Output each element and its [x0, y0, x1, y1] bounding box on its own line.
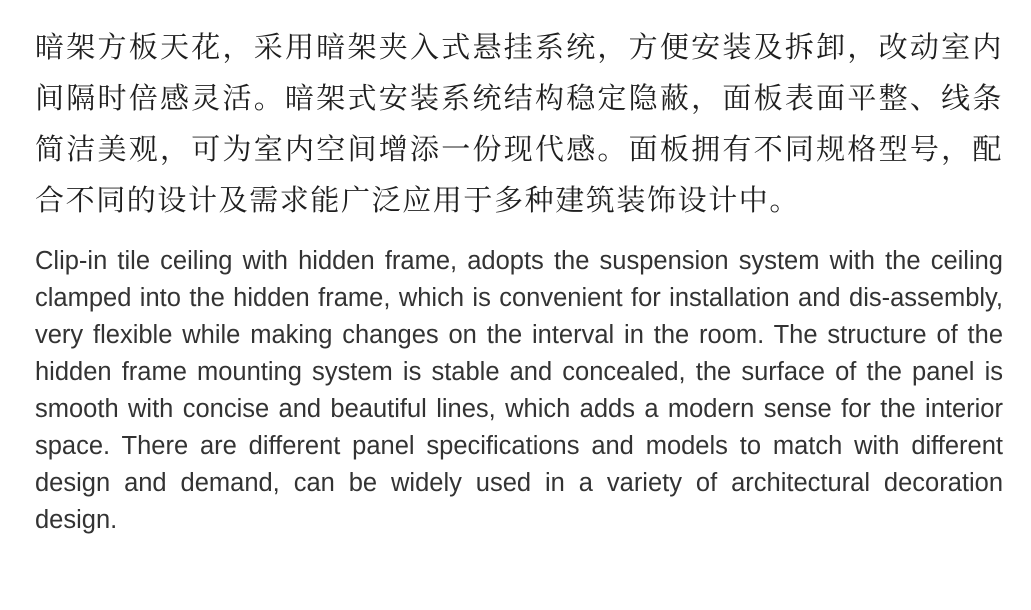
english-description-paragraph: Clip-in tile ceiling with hidden frame, adopts the suspension system with the ceiling clamped into the hidden frame, which is convenient for installation and dis-assembly, very flexible while making changes on the interval in the room. The structure of the hidden frame mounting system is stable and concealed, the surface of the panel is smooth with concise and beautiful lines, which adds a modern sense for the interior space. There are different panel specifications and models to match with different design and demand, can be widely used in a variety of architectural decoration design. [35, 247, 1003, 534]
chinese-description-paragraph: 暗架方板天花，采用暗架夹入式悬挂系统，方便安装及拆卸，改动室内间隔时倍感灵活。暗架式安装系统结构稳定隐蔽，面板表面平整、线条简洁美观，可为室内空间增添一份现代感。面板拥有不同规格型号，配合不同的设计及需求能广泛应用于多种建筑装饰设计中。 [35, 30, 1003, 217]
